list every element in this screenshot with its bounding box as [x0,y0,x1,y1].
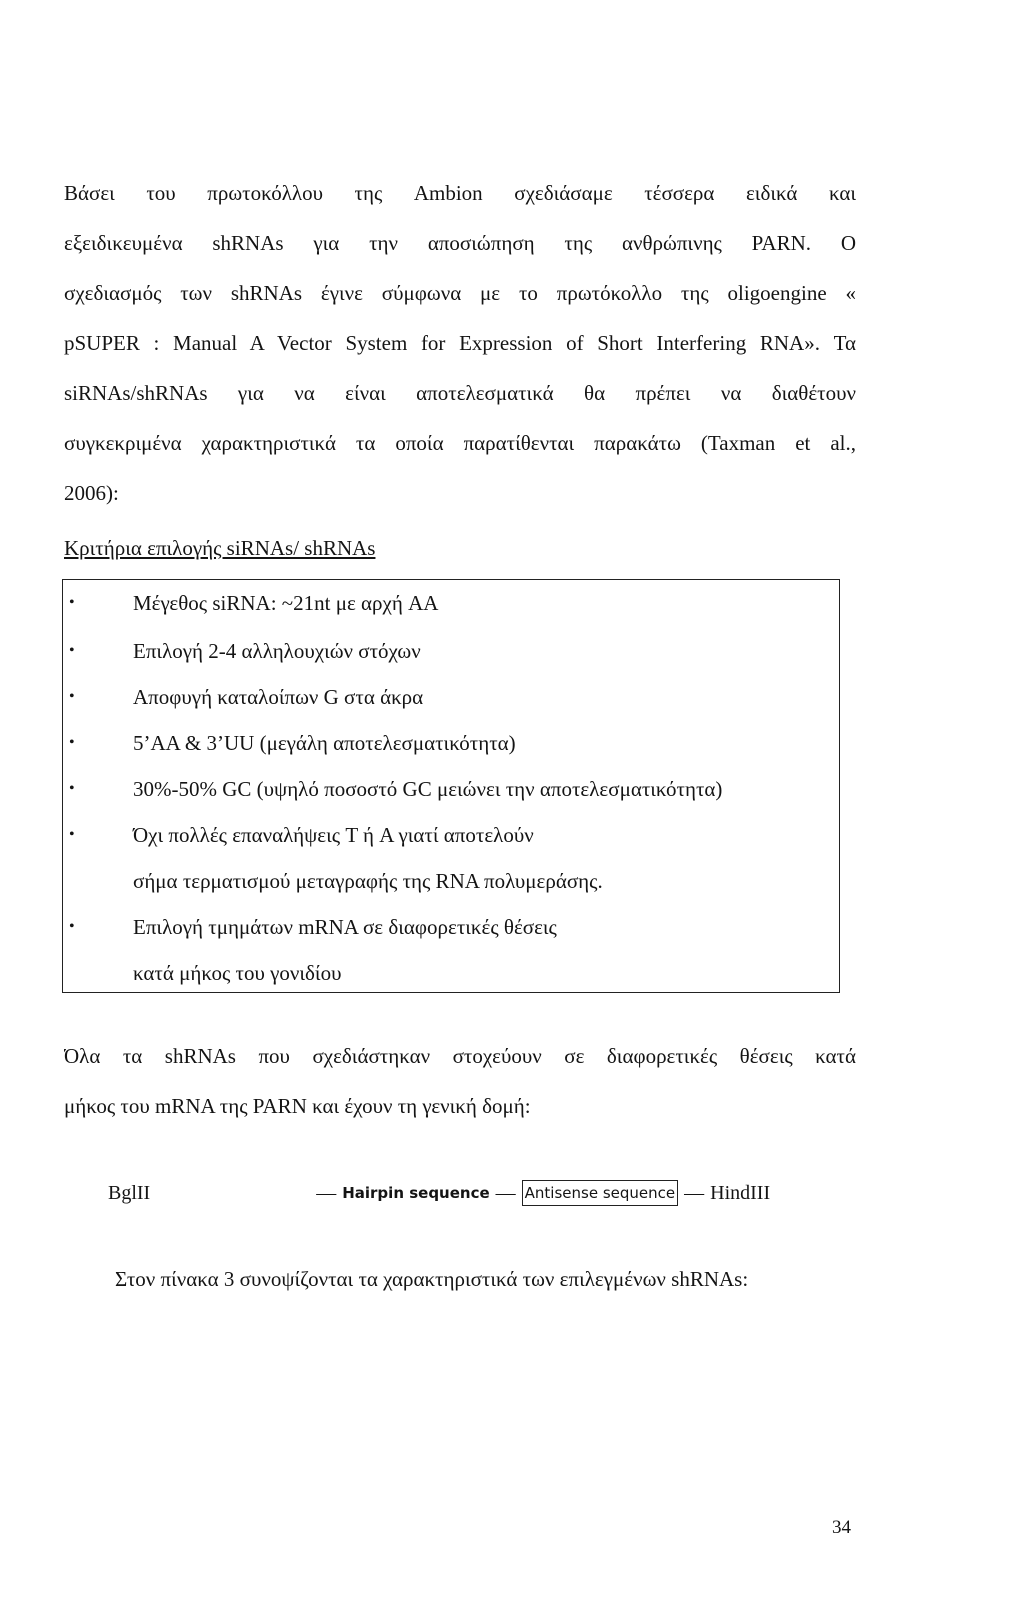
criteria-item-text: κατά μήκος του γονιδίου [133,961,342,985]
criteria-heading: Κριτήρια επιλογής siRNAs/ shRNAs [64,536,376,560]
dash-separator: — [684,1182,705,1204]
intro-paragraph [64,168,856,518]
intro-line: εξειδικευμένα shRNAs για την αποσιώπηση της ανθρώπινης PARN. Ο [64,231,856,255]
bglii-site: BglII [108,1182,151,1204]
criteria-item-text: 30%-50% GC (υψηλό ποσοστό GC μειώνει την αποτελεσματικότητα) [133,777,723,801]
outro-line: Όλα τα shRNAs που σχεδιάστηκαν στοχεύουν σε διαφορετικές θέσεις κατά [64,1044,856,1068]
criteria-item-text: 5’AA & 3’UU (μεγάλη αποτελεσματικότητα) [133,731,516,755]
criteria-item-text: Επιλογή 2-4 αλληλουχιών στόχων [133,639,421,663]
criteria-item-text: Αποφυγή καταλοίπων G στα άκρα [133,685,424,709]
bullet-icon: • [69,826,75,843]
outro-line: μήκος του mRNA της PARN και έχουν τη γενική δομή: [64,1094,531,1118]
bullet-icon: • [69,734,75,751]
criteria-box [62,579,840,993]
criteria-item-text: Όχι πολλές επαναλήψεις T ή A γιατί αποτελούν [133,823,534,847]
intro-line: siRNAs/shRNAs για να είναι αποτελεσματικά θα πρέπει να διαθέτουν [64,381,856,405]
dash-separator: — [495,1182,516,1204]
hairpin-sequence: Hairpin sequence [342,1184,490,1202]
criteria-item-text: Επιλογή τμημάτων mRNA σε διαφορετικές θέσεις [133,915,557,939]
dash-separator: — [316,1182,337,1204]
bullet-icon: • [69,594,75,611]
intro-line: συγκεκριμένα χαρακτηριστικά τα οποία παρατίθενται παρακάτω (Taxman et al., [64,431,856,455]
intro-line: σχεδιασμός των shRNAs έγινε σύμφωνα με το πρωτόκολλο της oligoengine « [64,281,856,305]
hindiii-site: HindIII [710,1182,771,1204]
bullet-icon: • [69,918,75,935]
criteria-item-text: Μέγεθος siRNA: ~21nt με αρχή AA [133,591,439,615]
criteria-item-text: σήμα τερματισμού μεταγραφής της RNA πολυμεράσης. [133,869,603,893]
antisense-sequence: Antisense sequence [522,1180,678,1206]
intro-line: 2006): [64,481,119,505]
intro-line: pSUPER : Manual A Vector System for Expression of Short Interfering RNA». Τα [64,331,856,355]
bullet-icon: • [69,780,75,797]
page-number: 34 [832,1517,851,1538]
outro-paragraph [64,1031,856,1131]
shrna-structure-diagram [108,1178,770,1208]
intro-line: Βάσει του πρωτοκόλλου της Ambion σχεδιάσαμε τέσσερα ειδικά και [64,181,856,205]
table-intro-text: Στον πίνακα 3 συνοψίζονται τα χαρακτηριστικά των επιλεγμένων shRNAs: [115,1267,749,1291]
bullet-icon: • [69,688,75,705]
bullet-icon: • [69,642,75,659]
